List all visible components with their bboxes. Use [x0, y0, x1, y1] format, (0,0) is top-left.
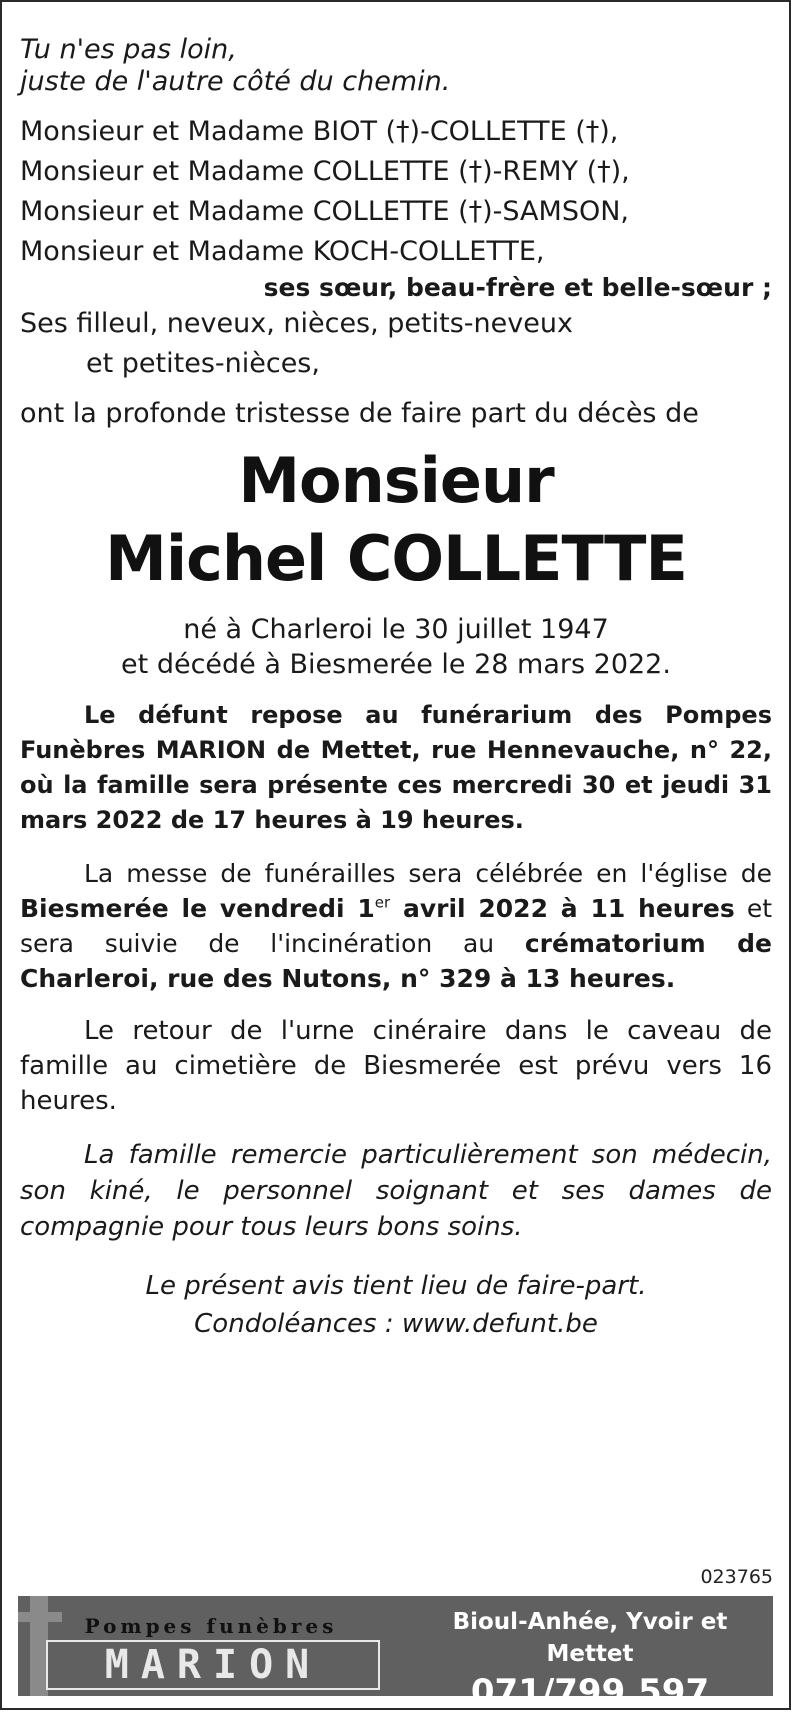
godchildren-line: Ses filleul, neveux, nièces, petits-neveux: [20, 308, 573, 339]
obituary-body: [20, 34, 772, 1343]
funeral-text: La messe de funérailles sera célébrée en l'église de: [84, 859, 772, 888]
family-list: [20, 112, 772, 384]
condolences-line[interactable]: Condoléances : www.defunt.be: [194, 1309, 598, 1339]
company-subtitle: Pompes funèbres: [84, 1614, 338, 1638]
funeral-text: et sera suivie de l'incinération au: [20, 894, 772, 958]
urn-paragraph: Le retour de l'urne cinéraire dans le caveau de famille au cimetière de Biesmerée est prévu vers 16 heures.: [20, 1016, 772, 1116]
epigraph-line: juste de l'autre côté du chemin.: [20, 66, 451, 97]
funeral-home-banner: [18, 1596, 773, 1712]
family-line: Monsieur et Madame BIOT (†)-COLLETTE (†),: [20, 116, 619, 147]
family-line: Monsieur et Madame COLLETTE (†)-SAMSON,: [20, 196, 629, 227]
funeral-ordinal: er: [374, 893, 391, 912]
deceased-title: Monsieur: [238, 444, 554, 517]
birth-death-dates: [20, 612, 772, 682]
funeral-date: avril 2022 à 11 heures: [390, 894, 735, 923]
visitation-paragraph: Le défunt repose au funérarium des Pompes Funèbres MARION de Mettet, rue Hennevauche, n° 22, où la famille sera présente ces mercredi 30 et jeudi 31 mars 2022 de 17 heures à 19 heures.: [20, 701, 772, 834]
deceased-fullname: Michel COLLETTE: [105, 522, 687, 595]
company-locations: Bioul-Anhée, Yvoir et Mettet: [452, 1609, 728, 1667]
funeral-crematorium: crématorium de Charleroi, rue des Nutons, n° 329 à 13 heures.: [20, 929, 773, 993]
family-relation: ses sœur, beau-frère et belle-sœur ;: [263, 273, 772, 302]
deceased-name: [20, 442, 772, 598]
company-contact: [414, 1606, 766, 1714]
birth-line: né à Charleroi le 30 juillet 1947: [183, 614, 609, 645]
thanks-paragraph: La famille remercie particulièrement son médecin, son kiné, le personnel soignant et ses dames de compagnie pour tous leurs bons soins.: [20, 1140, 772, 1242]
company-logo: [46, 1614, 396, 1688]
ad-serial-number: 023765: [700, 1566, 773, 1588]
epigraph: [20, 34, 772, 98]
company-phone[interactable]: 071/799.597: [470, 1672, 710, 1712]
funeral-paragraph: [20, 856, 772, 996]
announcement: ont la profonde tristesse de faire part du décès de: [20, 398, 699, 429]
epigraph-line: Tu n'es pas loin,: [20, 34, 237, 65]
funeral-church: Biesmerée le vendredi 1: [20, 894, 375, 923]
notice-line: Le présent avis tient lieu de faire-part.: [145, 1271, 647, 1301]
family-line: Monsieur et Madame COLLETTE (†)-REMY (†),: [20, 156, 630, 187]
family-line: Monsieur et Madame KOCH-COLLETTE,: [20, 236, 545, 267]
company-brand: MARION: [46, 1640, 380, 1690]
death-line: et décédé à Biesmerée le 28 mars 2022.: [121, 649, 671, 680]
godchildren-line: et petites-nièces,: [86, 348, 320, 379]
